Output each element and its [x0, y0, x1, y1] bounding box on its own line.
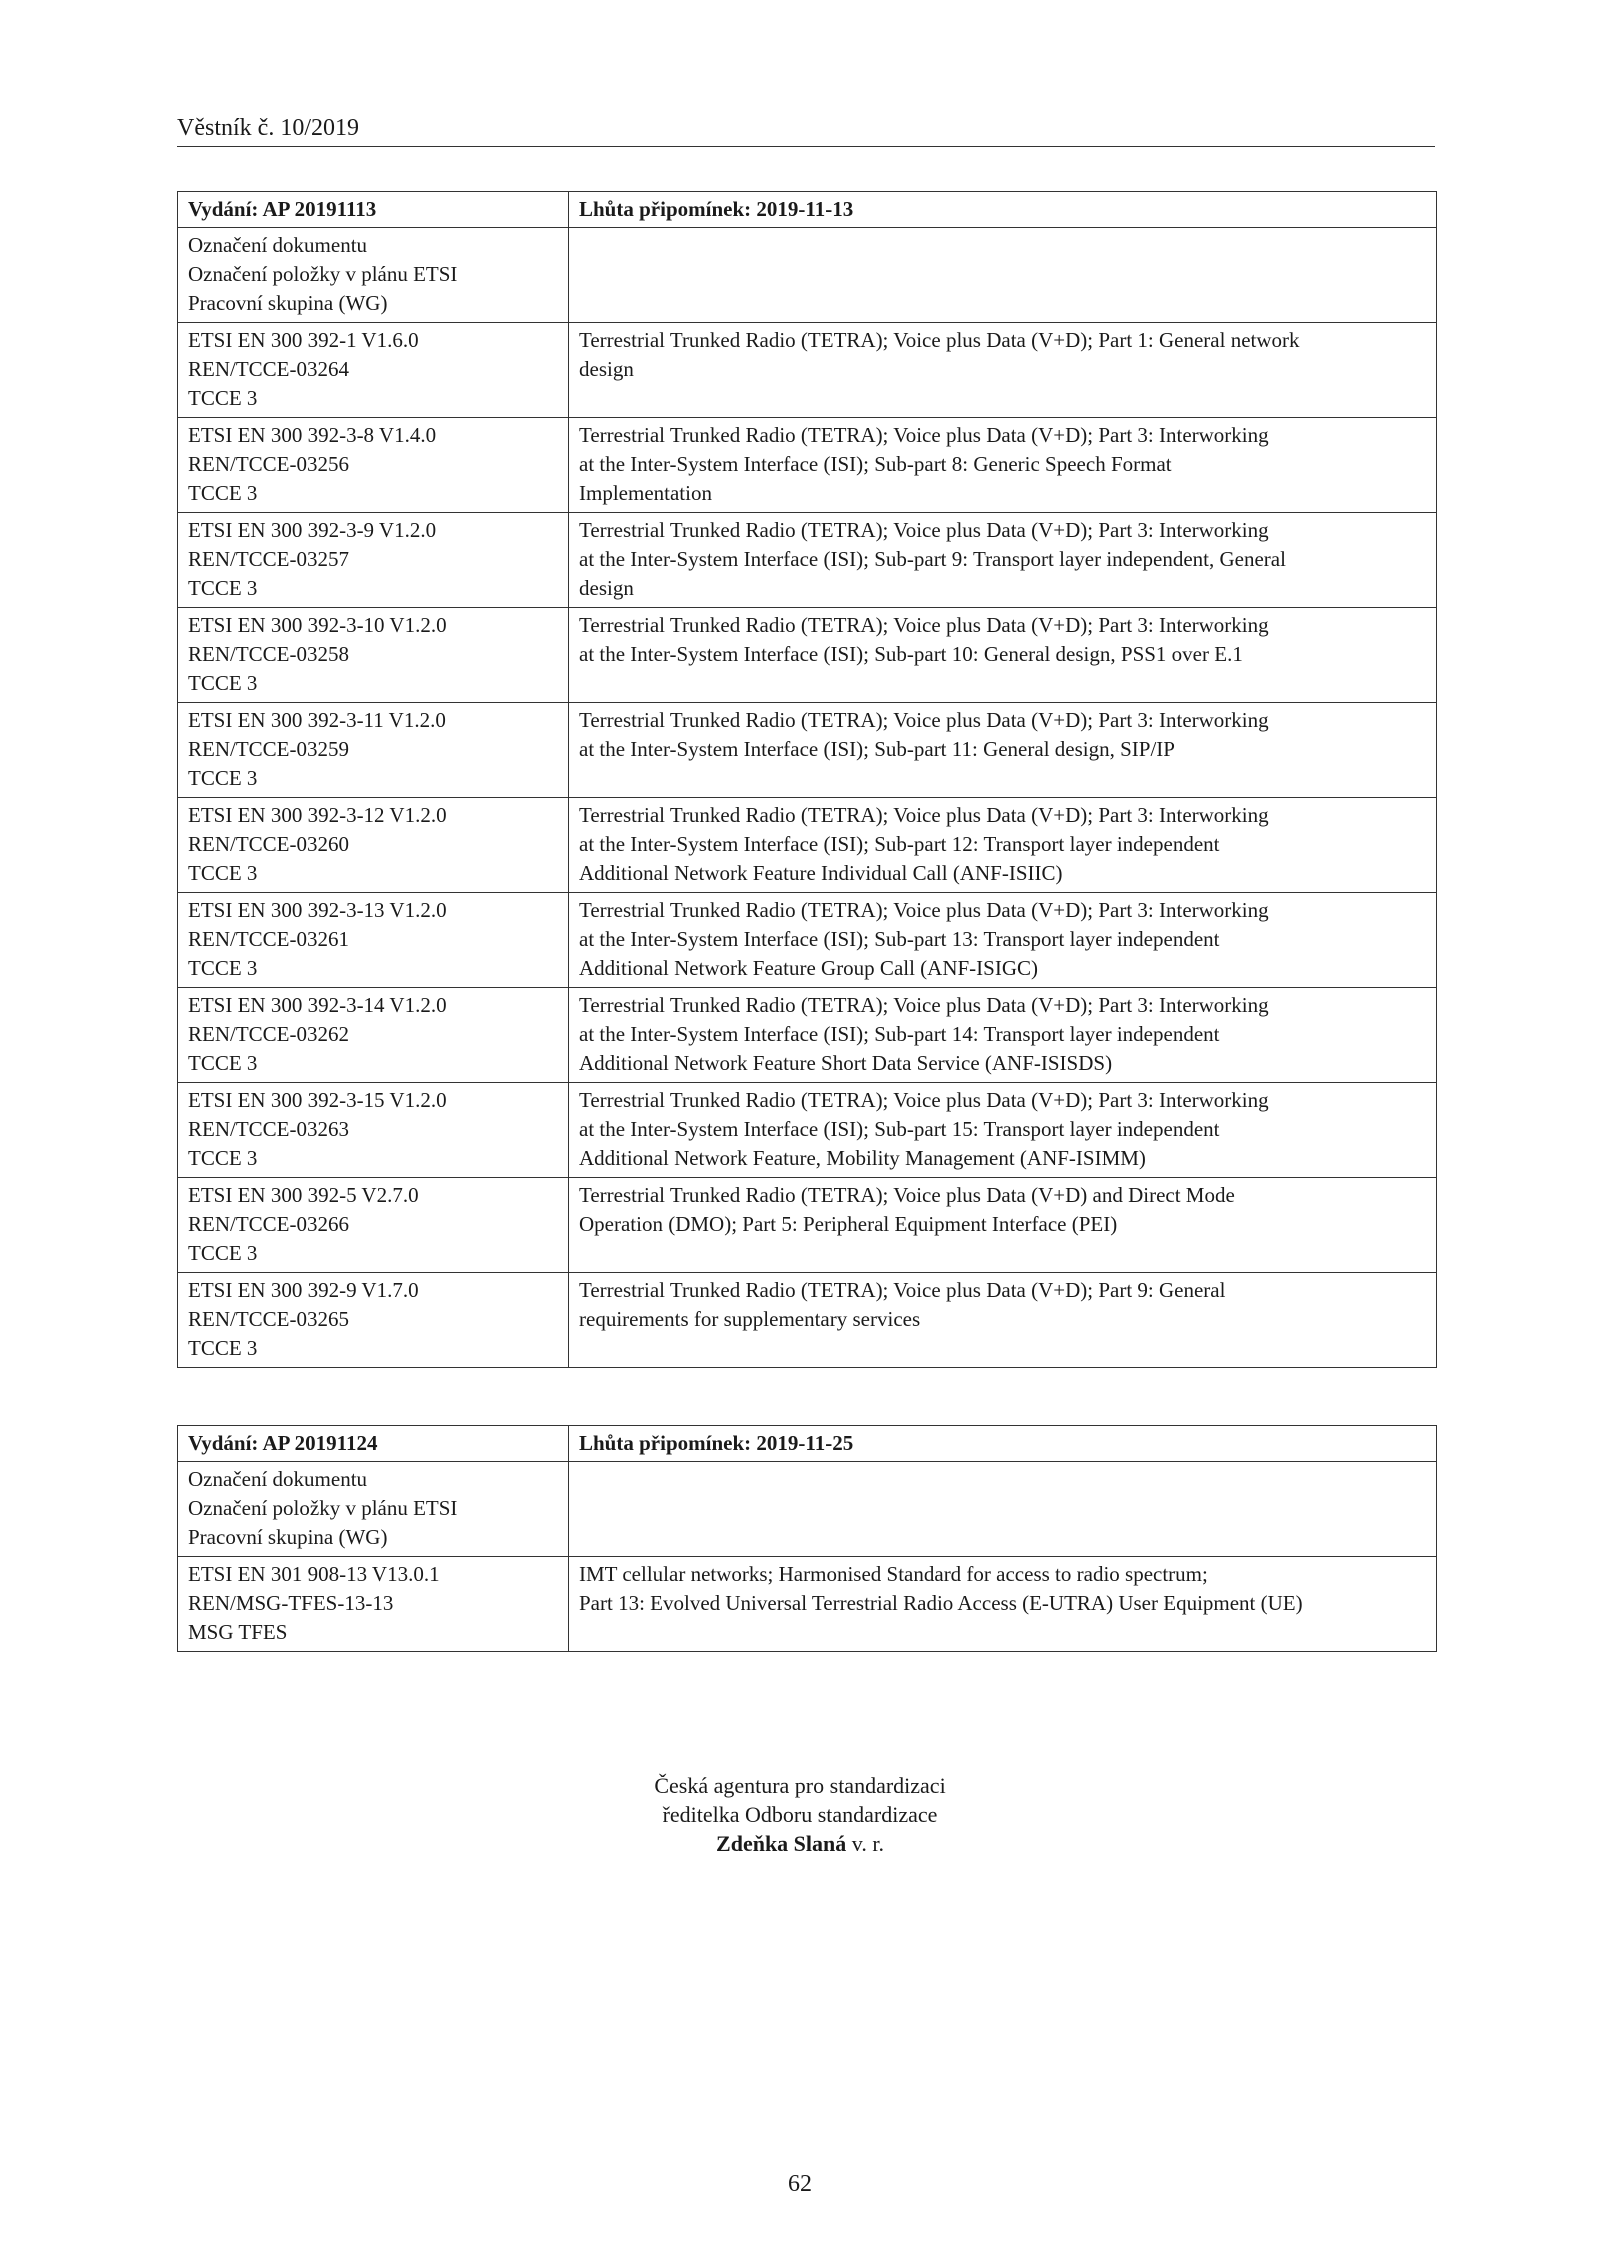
signatory-role: ředitelka Odboru standardizace: [662, 1802, 938, 1827]
document-title-cell: [569, 798, 1437, 893]
document-id-line: TCCE 3: [188, 1051, 258, 1075]
document-title-line: at the Inter-System Interface (ISI); Sub-part 15: Transport layer independent: [579, 1117, 1220, 1141]
document-title-line: Additional Network Feature Group Call (ANF-ISIGC): [579, 956, 1039, 980]
document-id-cell: [178, 798, 569, 893]
standards-table-1: [177, 191, 1437, 1368]
document-title-line: at the Inter-System Interface (ISI); Sub-part 13: Transport layer independent: [579, 927, 1220, 951]
legend-line: Označení dokumentu: [188, 1467, 368, 1491]
legend-cell: [178, 1462, 569, 1557]
table-row: [178, 513, 1437, 608]
document-title-cell: [569, 513, 1437, 608]
document-title-cell: [569, 1178, 1437, 1273]
legend-empty-cell: [569, 1462, 1437, 1557]
document-id-cell: [178, 1557, 569, 1652]
document-id-line: ETSI EN 300 392-3-10 V1.2.0: [188, 613, 447, 637]
document-id-line: REN/TCCE-03256: [188, 452, 349, 476]
document-id-line: REN/TCCE-03257: [188, 547, 349, 571]
document-title-line: Operation (DMO); Part 5: Peripheral Equipment Interface (PEI): [579, 1212, 1118, 1236]
table-row: [178, 1178, 1437, 1273]
document-id-line: REN/TCCE-03261: [188, 927, 349, 951]
journal-title: Věstník č. 10/2019: [177, 115, 359, 141]
document-title-line: at the Inter-System Interface (ISI); Sub-part 9: Transport layer independent, General: [579, 547, 1286, 571]
document-title-line: Terrestrial Trunked Radio (TETRA); Voice plus Data (V+D); Part 3: Interworking: [579, 803, 1269, 827]
document-id-cell: [178, 1083, 569, 1178]
document-title-line: Additional Network Feature Individual Call (ANF-ISIIC): [579, 861, 1063, 885]
document-id-line: ETSI EN 300 392-3-15 V1.2.0: [188, 1088, 447, 1112]
signatory-line: [0, 1829, 1600, 1858]
document-title-line: Terrestrial Trunked Radio (TETRA); Voice plus Data (V+D); Part 3: Interworking: [579, 708, 1269, 732]
document-title-cell: [569, 418, 1437, 513]
document-id-line: REN/TCCE-03258: [188, 642, 349, 666]
legend-row: [178, 1462, 1437, 1557]
document-title-cell: [569, 893, 1437, 988]
table-header-row: [178, 192, 1437, 228]
document-id-line: TCCE 3: [188, 386, 258, 410]
document-id-cell: [178, 988, 569, 1083]
document-id-line: TCCE 3: [188, 956, 258, 980]
document-id-line: TCCE 3: [188, 766, 258, 790]
document-id-cell: [178, 323, 569, 418]
issue-cell: Vydání: AP 20191113: [178, 192, 569, 228]
document-id-line: REN/TCCE-03259: [188, 737, 349, 761]
document-title-cell: [569, 323, 1437, 418]
document-title-cell: [569, 703, 1437, 798]
document-title-line: Terrestrial Trunked Radio (TETRA); Voice plus Data (V+D); Part 3: Interworking: [579, 1088, 1269, 1112]
issue-cell: Vydání: AP 20191124: [178, 1426, 569, 1462]
document-title-cell: [569, 1557, 1437, 1652]
document-id-line: ETSI EN 300 392-3-12 V1.2.0: [188, 803, 447, 827]
document-title-cell: [569, 1083, 1437, 1178]
document-id-line: ETSI EN 300 392-3-11 V1.2.0: [188, 708, 446, 732]
document-id-cell: [178, 703, 569, 798]
document-title-line: Terrestrial Trunked Radio (TETRA); Voice plus Data (V+D) and Direct Mode: [579, 1183, 1235, 1207]
document-id-line: TCCE 3: [188, 1336, 258, 1360]
table-row: [178, 988, 1437, 1083]
table-row: [178, 703, 1437, 798]
document-id-line: ETSI EN 300 392-3-9 V1.2.0: [188, 518, 437, 542]
table-row: [178, 323, 1437, 418]
legend-line: Označení dokumentu: [188, 233, 368, 257]
legend-empty-cell: [569, 228, 1437, 323]
document-id-line: REN/TCCE-03262: [188, 1022, 349, 1046]
signatory-name: Zdeňka Slaná: [716, 1831, 847, 1856]
document-id-line: ETSI EN 300 392-3-13 V1.2.0: [188, 898, 447, 922]
document-title-line: Terrestrial Trunked Radio (TETRA); Voice plus Data (V+D); Part 3: Interworking: [579, 898, 1269, 922]
document-title-line: Part 13: Evolved Universal Terrestrial Radio Access (E-UTRA) User Equipment (UE): [579, 1591, 1303, 1615]
standards-table-2: [177, 1425, 1437, 1652]
document-id-cell: [178, 418, 569, 513]
document-id-line: TCCE 3: [188, 1241, 258, 1265]
document-title-line: Terrestrial Trunked Radio (TETRA); Voice plus Data (V+D); Part 3: Interworking: [579, 613, 1269, 637]
document-id-line: REN/TCCE-03265: [188, 1307, 349, 1331]
document-id-line: ETSI EN 300 392-9 V1.7.0: [188, 1278, 419, 1302]
legend-line: Označení položky v plánu ETSI: [188, 1496, 458, 1520]
document-id-line: TCCE 3: [188, 481, 258, 505]
table-row: [178, 1273, 1437, 1368]
table-row: [178, 798, 1437, 893]
table-row: [178, 608, 1437, 703]
document-id-cell: [178, 893, 569, 988]
document-id-cell: [178, 608, 569, 703]
document-title-line: Terrestrial Trunked Radio (TETRA); Voice plus Data (V+D); Part 9: General: [579, 1278, 1226, 1302]
document-id-line: REN/TCCE-03264: [188, 357, 349, 381]
document-id-line: TCCE 3: [188, 671, 258, 695]
document-id-line: ETSI EN 300 392-3-8 V1.4.0: [188, 423, 437, 447]
document-title-line: Terrestrial Trunked Radio (TETRA); Voice plus Data (V+D); Part 3: Interworking: [579, 423, 1269, 447]
document-title-line: design: [579, 576, 634, 600]
document-title-line: at the Inter-System Interface (ISI); Sub-part 12: Transport layer independent: [579, 832, 1220, 856]
legend-cell: [178, 228, 569, 323]
document-id-line: MSG TFES: [188, 1620, 288, 1644]
document-id-line: TCCE 3: [188, 1146, 258, 1170]
document-title-line: Implementation: [579, 481, 712, 505]
document-id-line: TCCE 3: [188, 576, 258, 600]
document-id-line: ETSI EN 300 392-3-14 V1.2.0: [188, 993, 447, 1017]
table-row: [178, 1557, 1437, 1652]
legend-line: Pracovní skupina (WG): [188, 291, 388, 315]
document-title-line: Terrestrial Trunked Radio (TETRA); Voice plus Data (V+D); Part 3: Interworking: [579, 993, 1269, 1017]
document-title-line: requirements for supplementary services: [579, 1307, 921, 1331]
document-title-cell: [569, 608, 1437, 703]
document-id-cell: [178, 1273, 569, 1368]
legend-row: [178, 228, 1437, 323]
table-header-row: [178, 1426, 1437, 1462]
document-title-line: at the Inter-System Interface (ISI); Sub-part 10: General design, PSS1 over E.1: [579, 642, 1243, 666]
signature-block: [0, 1771, 1600, 1858]
signatory-suffix: v. r.: [846, 1831, 884, 1856]
legend-line: Pracovní skupina (WG): [188, 1525, 388, 1549]
document-id-line: ETSI EN 300 392-5 V2.7.0: [188, 1183, 419, 1207]
deadline-cell: Lhůta připomínek: 2019-11-13: [569, 192, 1437, 228]
document-title-line: at the Inter-System Interface (ISI); Sub-part 8: Generic Speech Format: [579, 452, 1172, 476]
document-title-line: Terrestrial Trunked Radio (TETRA); Voice plus Data (V+D); Part 3: Interworking: [579, 518, 1269, 542]
document-title-cell: [569, 988, 1437, 1083]
document-title-line: design: [579, 357, 634, 381]
table-row: [178, 418, 1437, 513]
agency-name: Česká agentura pro standardizaci: [654, 1773, 946, 1798]
document-id-line: REN/TCCE-03260: [188, 832, 349, 856]
document-id-line: ETSI EN 301 908-13 V13.0.1: [188, 1562, 440, 1586]
document-id-cell: [178, 513, 569, 608]
document-id-line: ETSI EN 300 392-1 V1.6.0: [188, 328, 419, 352]
document-id-line: TCCE 3: [188, 861, 258, 885]
deadline-cell: Lhůta připomínek: 2019-11-25: [569, 1426, 1437, 1462]
document-title-line: Terrestrial Trunked Radio (TETRA); Voice plus Data (V+D); Part 1: General network: [579, 328, 1300, 352]
document-id-line: REN/TCCE-03266: [188, 1212, 349, 1236]
document-title-line: Additional Network Feature, Mobility Management (ANF-ISIMM): [579, 1146, 1146, 1170]
document-id-cell: [178, 1178, 569, 1273]
document-id-line: REN/MSG-TFES-13-13: [188, 1591, 394, 1615]
document-id-line: REN/TCCE-03263: [188, 1117, 349, 1141]
table-row: [178, 1083, 1437, 1178]
page-number: 62: [788, 2171, 812, 2197]
document-title-line: Additional Network Feature Short Data Service (ANF-ISISDS): [579, 1051, 1113, 1075]
document-title-line: at the Inter-System Interface (ISI); Sub-part 14: Transport layer independent: [579, 1022, 1220, 1046]
legend-line: Označení položky v plánu ETSI: [188, 262, 458, 286]
document-title-line: IMT cellular networks; Harmonised Standard for access to radio spectrum;: [579, 1562, 1208, 1586]
table-row: [178, 893, 1437, 988]
document-title-cell: [569, 1273, 1437, 1368]
page-header: [177, 112, 1435, 147]
document-title-line: at the Inter-System Interface (ISI); Sub-part 11: General design, SIP/IP: [579, 737, 1175, 761]
